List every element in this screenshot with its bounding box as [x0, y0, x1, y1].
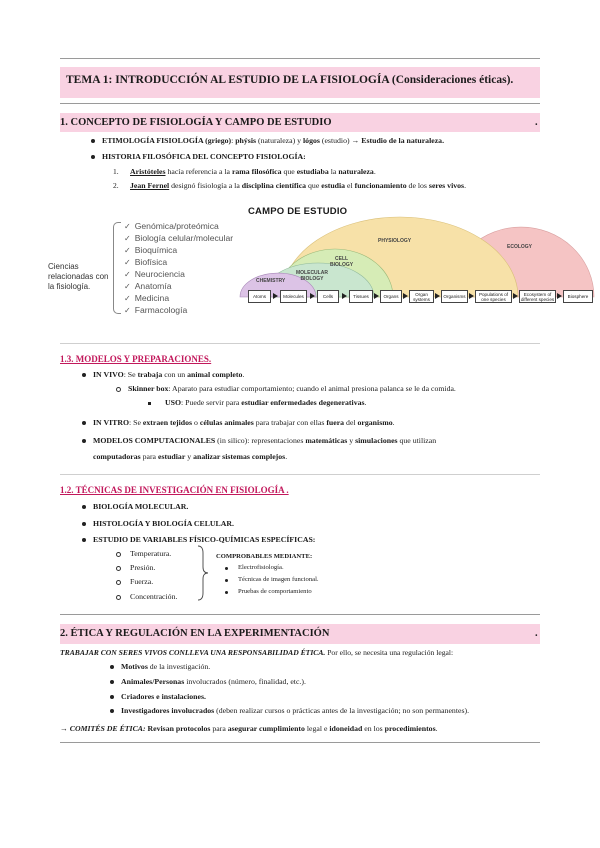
tecnica-variables: ESTUDIO DE VARIABLES FÍSICO-QUÍMICAS ESPECÍFICAS:	[93, 535, 316, 544]
fernel-line: Jean Fernel designó fisiología a la disciplina científica que estudia el funcionamiento de los seres vivos.	[130, 181, 467, 190]
arrow	[557, 293, 562, 299]
arrow	[435, 293, 440, 299]
computacionales-line-2: computadoras para estudiar y analizar sistemas complejos.	[93, 452, 288, 461]
bullet	[110, 695, 114, 699]
label-chemistry: CHEMISTRY	[256, 278, 286, 284]
uso-line: USO: Puede servir para estudiar enfermedades degenerativas.	[165, 398, 367, 407]
arrow	[513, 293, 518, 299]
box-organ-systems: Organ systems	[409, 290, 434, 303]
var-presion: Presión.	[130, 563, 156, 572]
bullet	[225, 579, 228, 582]
investigadores-line: Investigadores involucrados (deben realizar cursos o prácticas antes de la investigación; no son permanentes).	[121, 706, 470, 715]
tecnica-histologia: HISTOLOGÍA Y BIOLOGÍA CELULAR.	[93, 519, 234, 528]
var-fuerza: Fuerza.	[130, 577, 154, 586]
comites-line: → COMITÉS DE ÉTICA: Revisan protocolos para asegurar cumplimiento legal e idoneidad en los procedimientos.	[60, 724, 438, 733]
animales-line: Animales/Personas involucrados (número, finalidad, etc.).	[121, 677, 306, 686]
box-biosphere: Biosphere	[563, 290, 593, 303]
comp-electrofisiologia: Electrofisiología.	[238, 564, 284, 571]
num-2: 2.	[113, 181, 119, 190]
motivos-line: Motivos de la investigación.	[121, 662, 211, 671]
page-title: TEMA 1: INTRODUCCIÓN AL ESTUDIO DE LA FISIOLOGÍA (Consideraciones éticas).	[66, 74, 514, 86]
bottom-rule	[60, 742, 540, 743]
section13-heading: 1.3. MODELOS Y PREPARACIONES.	[60, 354, 212, 364]
box-molecules: Molecules	[280, 290, 307, 303]
section2-heading: 2. ÉTICA Y REGULACIÓN EN LA EXPERIMENTACIÓN	[60, 628, 330, 639]
box-organs: Organs	[380, 290, 402, 303]
check-biofisica: ✓ Biofísica	[124, 257, 168, 267]
figure-left-label: Ciencias relacionadas con la fisiología.	[48, 262, 109, 291]
arrow	[310, 293, 315, 299]
etica-intro: TRABAJAR CON SERES VIVOS CONLLEVA UNA RESPONSABILIDAD ÉTICA. Por ello, se necesita una regulación legal:	[60, 648, 454, 657]
box-organisms: Organisms	[441, 290, 468, 303]
check-neurociencia: ✓ Neurociencia	[124, 269, 185, 279]
historia-line: HISTORIA FILOSÓFICA DEL CONCEPTO FISIOLOGÍA:	[102, 152, 306, 161]
arrow	[273, 293, 278, 299]
check-farmacologia: ✓ Farmacología	[124, 305, 188, 315]
box-atoms: Atoms	[248, 290, 271, 303]
bullet	[110, 680, 114, 684]
in-vivo-line: IN VIVO: Se trabaja con un animal completo.	[93, 370, 245, 379]
arrow	[342, 293, 347, 299]
box-populations: Populations of one species	[475, 290, 512, 303]
circle-bullet	[116, 580, 121, 585]
label-cell-biology: CELL BIOLOGY	[330, 256, 354, 268]
bullet	[82, 538, 86, 542]
check-anatomia: ✓ Anatomía	[124, 281, 172, 291]
bullet	[110, 665, 114, 669]
comp-imagen-funcional: Técnicas de imagen funcional.	[238, 576, 319, 583]
circle-bullet	[116, 552, 121, 557]
box-ecosystem: Ecosystem of different species	[520, 291, 555, 302]
comprobables-title: COMPROBABLES MEDIANTE:	[216, 553, 313, 560]
bullet	[82, 505, 86, 509]
num-1: 1.	[113, 167, 119, 176]
comp-comportamiento: Pruebas de comportamiento	[238, 588, 312, 595]
rule-1-3	[60, 343, 540, 344]
bullet	[110, 709, 114, 713]
brace-icon	[196, 545, 210, 601]
label-ecology: ECOLOGY	[507, 244, 533, 250]
circle-bullet	[116, 387, 121, 392]
bullet	[82, 439, 86, 443]
label-molecular-biology: MOLECULAR BIOLOGY	[296, 270, 328, 282]
var-concentracion: Concentración.	[130, 592, 178, 601]
tecnica-biologia-molecular: BIOLOGÍA MOLECULAR.	[93, 502, 189, 511]
skinner-line: Skinner box: Aparato para estudiar comportamiento; cuando el animal presiona palanca se le da comida.	[128, 384, 456, 393]
check-genomica: ✓ Genómica/proteómica	[124, 221, 219, 231]
square-bullet	[148, 402, 151, 405]
in-vitro-line: IN VITRO: Se extraen tejidos o células animales para trabajar con ellas fuera del organismo.	[93, 418, 395, 427]
figure-title: CAMPO DE ESTUDIO	[248, 206, 348, 217]
bullet	[82, 522, 86, 526]
bullet	[82, 421, 86, 425]
arrow	[403, 293, 408, 299]
section12-heading: 1.2. TÉCNICAS DE INVESTIGACIÓN EN FISIOLOGÍA .	[60, 485, 289, 495]
section1-dot: .	[535, 117, 538, 128]
check-medicina: ✓ Medicina	[124, 293, 170, 303]
check-biologia: ✓ Biología celular/molecular	[124, 233, 234, 243]
arrow	[469, 293, 474, 299]
computacionales-line-1: MODELOS COMPUTACIONALES (in silico): representaciones matemáticas y simulaciones que utilizan	[93, 436, 437, 445]
bullet	[225, 567, 228, 570]
criadores-line: Criadores e instalaciones.	[121, 692, 206, 701]
rule-2	[60, 614, 540, 615]
etimologia-line: ETIMOLOGÍA FISIOLOGÍA (griego): phýsis (naturaleza) y lógos (estudio) → Estudio de la naturaleza.	[102, 136, 445, 145]
arrow	[374, 293, 379, 299]
check-bioquimica: ✓ Bioquímica	[124, 245, 178, 255]
box-tissues: Tissues	[349, 290, 373, 303]
circle-bullet	[116, 566, 121, 571]
bullet	[82, 373, 86, 377]
circle-bullet	[116, 595, 121, 600]
section2-dot: .	[535, 628, 538, 639]
section1-heading: 1. CONCEPTO DE FISIOLOGÍA Y CAMPO DE ESTUDIO	[60, 117, 332, 128]
bullet	[225, 591, 228, 594]
aristoteles-line: Aristóteles hacía referencia a la rama filosófica que estudiaba la naturaleza.	[130, 167, 376, 176]
label-physiology: PHYSIOLOGY	[378, 238, 412, 244]
var-temperatura: Temperatura.	[130, 549, 172, 558]
box-cells: Cells	[317, 290, 339, 303]
rule-1-2	[60, 474, 540, 475]
